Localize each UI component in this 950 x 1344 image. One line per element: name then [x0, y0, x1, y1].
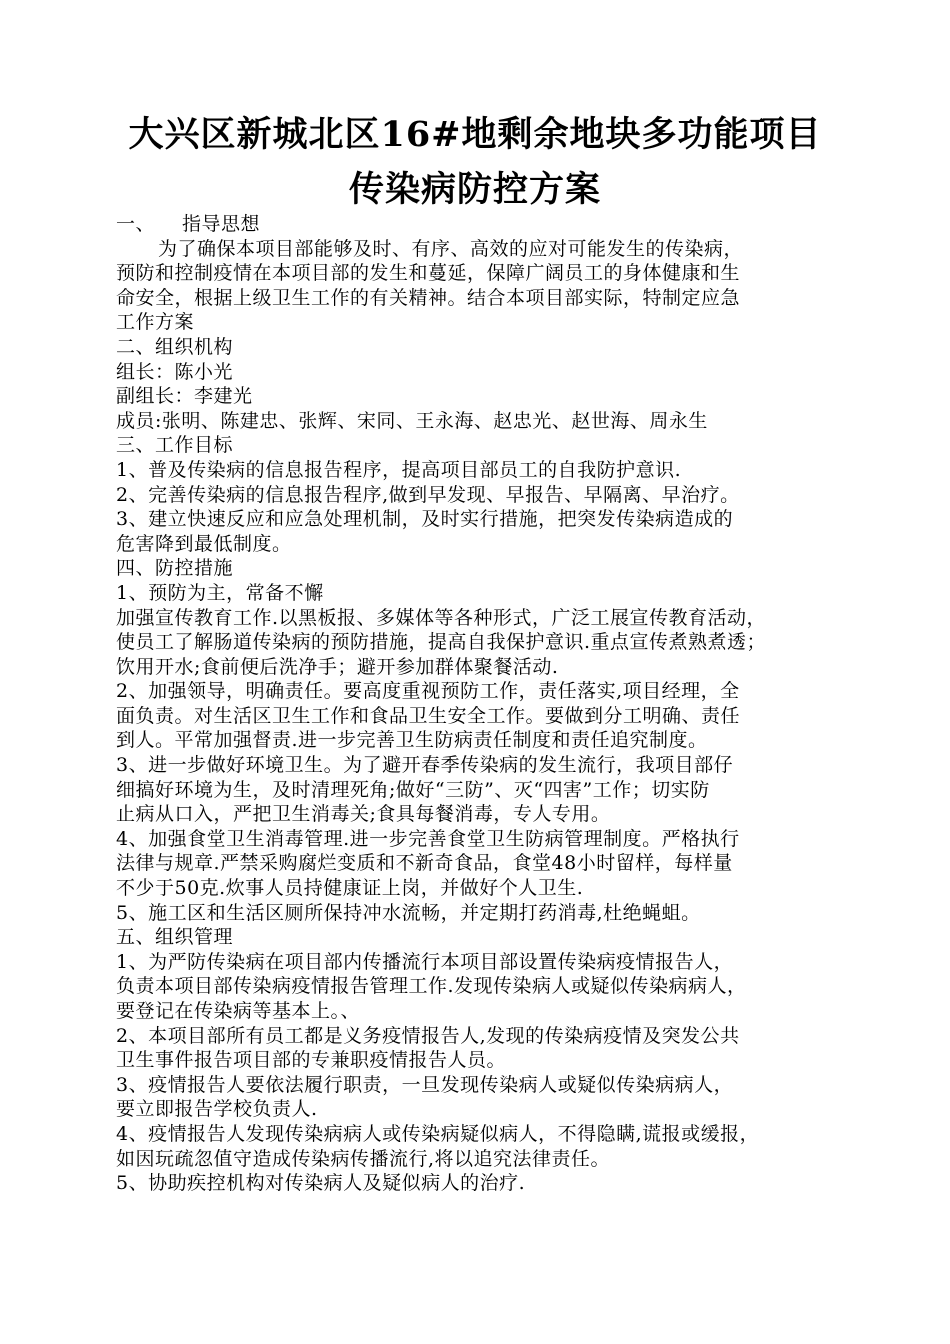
document-body [116, 212, 838, 1196]
paragraph-line: 3、建立快速反应和应急处理机制，及时实行措施，把突发传染病造成的 [116, 508, 734, 531]
paragraph-line: 2、完善传染病的信息报告程序,做到早发现、早报告、早隔离、早治疗。 [116, 483, 740, 506]
paragraph-line: 到人。平常加强督责.进一步完善卫生防病责任制度和责任追究制度。 [116, 729, 708, 752]
paragraph-line: 4、加强食堂卫生消毒管理.进一步完善食堂卫生防病管理制度。严格执行 [116, 827, 740, 850]
paragraph-line: 细搞好环境为生，及时清理死角;做好“三防”、灭“四害”工作；切实防 [116, 778, 710, 801]
paragraph-line: 为了确保本项目部能够及时、有序、高效的应对可能发生的传染病， [158, 237, 744, 260]
group-members: 成员:张明、陈建忠、张辉、宋同、王永海、赵忠光、赵世海、周永生 [116, 409, 708, 432]
paragraph-line: 不少于50克.炊事人员持健康证上岗，并做好个人卫生. [116, 877, 584, 900]
paragraph-line: 加强宣传教育工作.以黑板报、多媒体等各种形式，广泛工展宣传教育活动， [116, 606, 767, 629]
section-2-heading: 二、组织机构 [116, 335, 234, 358]
paragraph-line: 3、进一步做好环境卫生。为了避开春季传染病的发生流行，我项目部仔 [116, 754, 734, 777]
paragraph-line: 预防和控制疫情在本项目部的发生和蔓延，保障广阔员工的身体健康和生 [116, 262, 741, 285]
paragraph-line: 要立即报告学校负责人. [116, 1098, 318, 1121]
paragraph-line: 1、为严防传染病在项目部内传播流行本项目部设置传染病疫情报告人， [116, 950, 734, 973]
paragraph-line: 饮用开水;食前便后洗净手；避开参加群体聚餐活动. [116, 655, 559, 678]
section-1-title: 指导思想 [182, 213, 261, 235]
paragraph-line: 2、本项目部所有员工都是义务疫情报告人,发现的传染病疫情及突发公共 [116, 1024, 740, 1047]
document-title-line-1: 大兴区新城北区16#地剩余地块多功能项目 [128, 114, 822, 155]
paragraph-line: 命安全，根据上级卫生工作的有关精神。结合本项目部实际，特制定应急 [116, 286, 741, 309]
paragraph-line: 卫生事件报告项目部的专兼职疫情报告人员。 [116, 1049, 507, 1072]
paragraph-line: 要登记在传染病等基本上。、 [116, 1000, 361, 1022]
paragraph-line: 4、疫情报告人发现传染病病人或传染病疑似病人，不得隐瞒,谎报或缓报， [116, 1122, 760, 1145]
section-3-heading: 三、工作目标 [116, 434, 234, 457]
paragraph-line: 面负责。对生活区卫生工作和食品卫生安全工作。要做到分工明确、责任 [116, 704, 741, 727]
paragraph-line: 法律与规章.严禁采购腐烂变质和不新奇食品，食堂48小时留样，每样量 [116, 852, 733, 875]
deputy-leader: 副组长：李建光 [116, 385, 253, 408]
section-4-heading: 四、防控措施 [116, 557, 234, 580]
paragraph-line: 2、加强领导，明确责任。要高度重视预防工作，责任落实,项目经理，全 [116, 680, 740, 703]
paragraph-line: 1、普及传染病的信息报告程序，提高项目部员工的自我防护意识. [116, 458, 682, 481]
paragraph-line: 1、预防为主，常备不懈 [116, 581, 324, 604]
paragraph-line: 使员工了解肠道传染病的预防措施，提高自我保护意识.重点宣传煮熟煮透； [116, 631, 767, 654]
paragraph-line: 5、协助疾控机构对传染病人及疑似病人的治疗. [116, 1172, 526, 1195]
paragraph-line: 如因玩疏忽值守造成传染病传播流行,将以追究法律责任。 [116, 1147, 611, 1170]
paragraph-line: 止病从口入，严把卫生消毒关;食具每餐消毒，专人专用。 [116, 803, 611, 826]
paragraph-line: 3、疫情报告人要依法履行职责，一旦发现传染病人或疑似传染病病人， [116, 1073, 734, 1096]
paragraph-line: 危害降到最低制度。 [116, 532, 292, 555]
paragraph-line: 负责本项目部传染病疫情报告管理工作.发现传染病人或疑似传染病病人， [116, 975, 747, 998]
group-leader: 组长：陈小光 [116, 360, 234, 383]
document-title-line-2: 传染病防控方案 [348, 169, 601, 210]
section-1-number: 一、 [116, 213, 156, 235]
section-5-heading: 五、组织管理 [116, 926, 234, 949]
paragraph-line: 5、施工区和生活区厕所保持冲水流畅，并定期打药消毒,杜绝蝇蛆。 [116, 901, 701, 924]
paragraph-line: 工作方案 [116, 311, 195, 334]
section-1-heading [116, 212, 838, 237]
